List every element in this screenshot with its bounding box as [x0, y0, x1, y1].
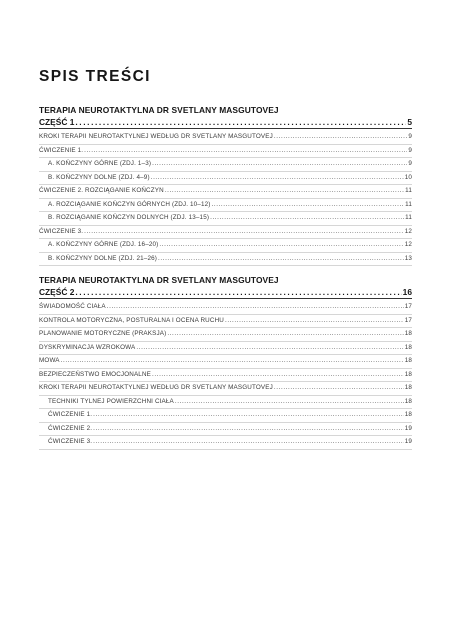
entry-page-number: 9	[408, 133, 412, 140]
toc-entry[interactable]	[39, 382, 412, 396]
entry-label: TECHNIKI TYLNEJ POWIERZCHNI CIAŁA	[48, 397, 174, 405]
entry-page-number: 11	[405, 200, 412, 208]
entry-label: B. ROZCIĄGANIE KOŃCZYN DOLNYCH (ZDJ. 13–15)	[48, 214, 210, 221]
toc-entry[interactable]	[39, 145, 412, 159]
dot-leader	[167, 328, 403, 341]
dot-leader	[210, 212, 404, 225]
entry-page-number: 12	[404, 241, 412, 248]
section-title: TERAPIA NEUROTAKTYLNA DR SVETLANY MASGUTOVEJ	[39, 275, 279, 285]
entry-page-number: 18	[404, 397, 412, 405]
dot-leader	[175, 396, 404, 409]
entry-label: MOWA	[39, 357, 60, 364]
dot-leader	[274, 131, 407, 144]
toc-entry[interactable]	[39, 131, 412, 145]
toc-entry[interactable]	[39, 212, 412, 226]
toc-sections	[39, 105, 412, 450]
dot-leader	[274, 382, 404, 395]
toc-entry[interactable]	[39, 369, 412, 383]
entry-label: B. KOŃCZYNY DOLNE (ZDJ. 4–9)	[48, 173, 150, 181]
section-title: TERAPIA NEUROTAKTYLNA DR SVETLANY MASGUTOVEJ	[39, 105, 279, 115]
toc-entry[interactable]	[39, 315, 412, 329]
entry-page-number: 10	[404, 173, 412, 181]
entry-page-number: 18	[404, 411, 412, 418]
entry-page-number: 19	[404, 424, 412, 432]
entry-page-number: 11	[405, 187, 412, 194]
dot-leader	[93, 423, 404, 436]
part-page-number: 16	[402, 287, 412, 297]
entry-label: PLANOWANIE MOTORYCZNE (PRAKSJA)	[39, 330, 167, 337]
entry-page-number: 11	[405, 214, 412, 221]
entry-label: KONTROLA MOTORYCZNA, POSTURALNA I OCENA RUCHU	[39, 316, 224, 324]
entry-label: KROKI TERAPII NEUROTAKTYLNEJ WEDŁUG DR SVETLANY MASGUTOVEJ	[39, 384, 273, 391]
dot-leader	[61, 355, 404, 368]
entry-label: ĆWICZENIE 2. ROZCIĄGANIE KOŃCZYN	[39, 187, 164, 194]
entry-page-number: 18	[404, 384, 412, 391]
dot-leader	[151, 172, 404, 185]
page-title: SPIS TREŚCI	[39, 68, 151, 85]
dot-leader	[212, 199, 405, 212]
part-label: CZĘŚĆ 1	[39, 117, 75, 127]
toc-entry[interactable]	[39, 239, 412, 253]
toc-entry[interactable]	[39, 409, 412, 423]
dot-leader	[165, 185, 404, 198]
toc-entry[interactable]	[39, 423, 412, 437]
toc-entry[interactable]	[39, 355, 412, 369]
dot-leader	[225, 315, 404, 328]
toc-section	[39, 275, 412, 450]
toc-section	[39, 105, 412, 266]
entry-label: DYSKRYMINACJA WZROKOWA	[39, 343, 136, 351]
entry-page-number: 18	[404, 357, 412, 364]
toc-entry[interactable]	[39, 199, 412, 213]
entry-page-number: 9	[408, 160, 412, 167]
entry-page-number: 18	[404, 343, 412, 351]
entry-page-number: 18	[404, 370, 412, 378]
entry-label: KROKI TERAPII NEUROTAKTYLNEJ WEDŁUG DR SVETLANY MASGUTOVEJ	[39, 133, 273, 140]
entry-page-number: 9	[408, 146, 412, 154]
entry-label: A. KOŃCZYNY GÓRNE (ZDJ. 16–20)	[48, 241, 159, 248]
dot-leader	[152, 158, 407, 171]
dot-leader	[93, 409, 404, 422]
entry-page-number: 12	[404, 227, 412, 235]
entry-label: ĆWICZENIE 2.	[48, 424, 93, 432]
entry-page-number: 18	[404, 330, 412, 337]
dot-leader	[152, 369, 404, 382]
entry-label: ĆWICZENIE 3.	[48, 438, 93, 445]
entry-label: B. KOŃCZYNY DOLNE (ZDJ. 21–26)	[48, 254, 158, 262]
dot-leader	[75, 116, 406, 128]
entry-label: BEZPIECZEŃSTWO EMOCJONALNE	[39, 370, 152, 378]
dot-leader	[159, 239, 403, 252]
part-entry[interactable]	[39, 286, 412, 299]
toc-entry[interactable]	[39, 342, 412, 356]
entry-label: A. KOŃCZYNY GÓRNE (ZDJ. 1–3)	[48, 160, 152, 167]
part-label: CZĘŚĆ 2	[39, 287, 75, 297]
entry-page-number: 19	[404, 438, 412, 445]
toc-entry[interactable]	[39, 396, 412, 410]
dot-leader	[136, 342, 403, 355]
dot-leader	[75, 286, 401, 298]
toc-entry[interactable]	[39, 301, 412, 315]
dot-leader	[158, 253, 404, 266]
entry-label: ŚWIADOMOŚĆ CIAŁA	[39, 303, 106, 310]
toc-entry[interactable]	[39, 172, 412, 186]
dot-leader	[84, 145, 407, 158]
dot-leader	[84, 226, 404, 239]
part-entry[interactable]	[39, 116, 412, 129]
toc-entry[interactable]	[39, 158, 412, 172]
entry-page-number: 13	[404, 254, 412, 262]
entry-label: A. ROZCIĄGANIE KOŃCZYN GÓRNYCH (ZDJ. 10–12)	[48, 200, 211, 208]
entry-page-number: 17	[404, 316, 412, 324]
entry-page-number: 17	[404, 303, 412, 310]
toc-entry[interactable]	[39, 436, 412, 450]
toc-entry[interactable]	[39, 253, 412, 267]
toc-entry[interactable]	[39, 185, 412, 199]
entry-label: ĆWICZENIE 1.	[39, 146, 84, 154]
toc-entry[interactable]	[39, 226, 412, 240]
dot-leader	[93, 436, 404, 449]
toc-entry[interactable]	[39, 328, 412, 342]
entry-label: ĆWICZENIE 1.	[48, 411, 93, 418]
dot-leader	[107, 301, 404, 314]
part-page-number: 5	[407, 117, 412, 127]
entry-label: ĆWICZENIE 3.	[39, 227, 84, 235]
